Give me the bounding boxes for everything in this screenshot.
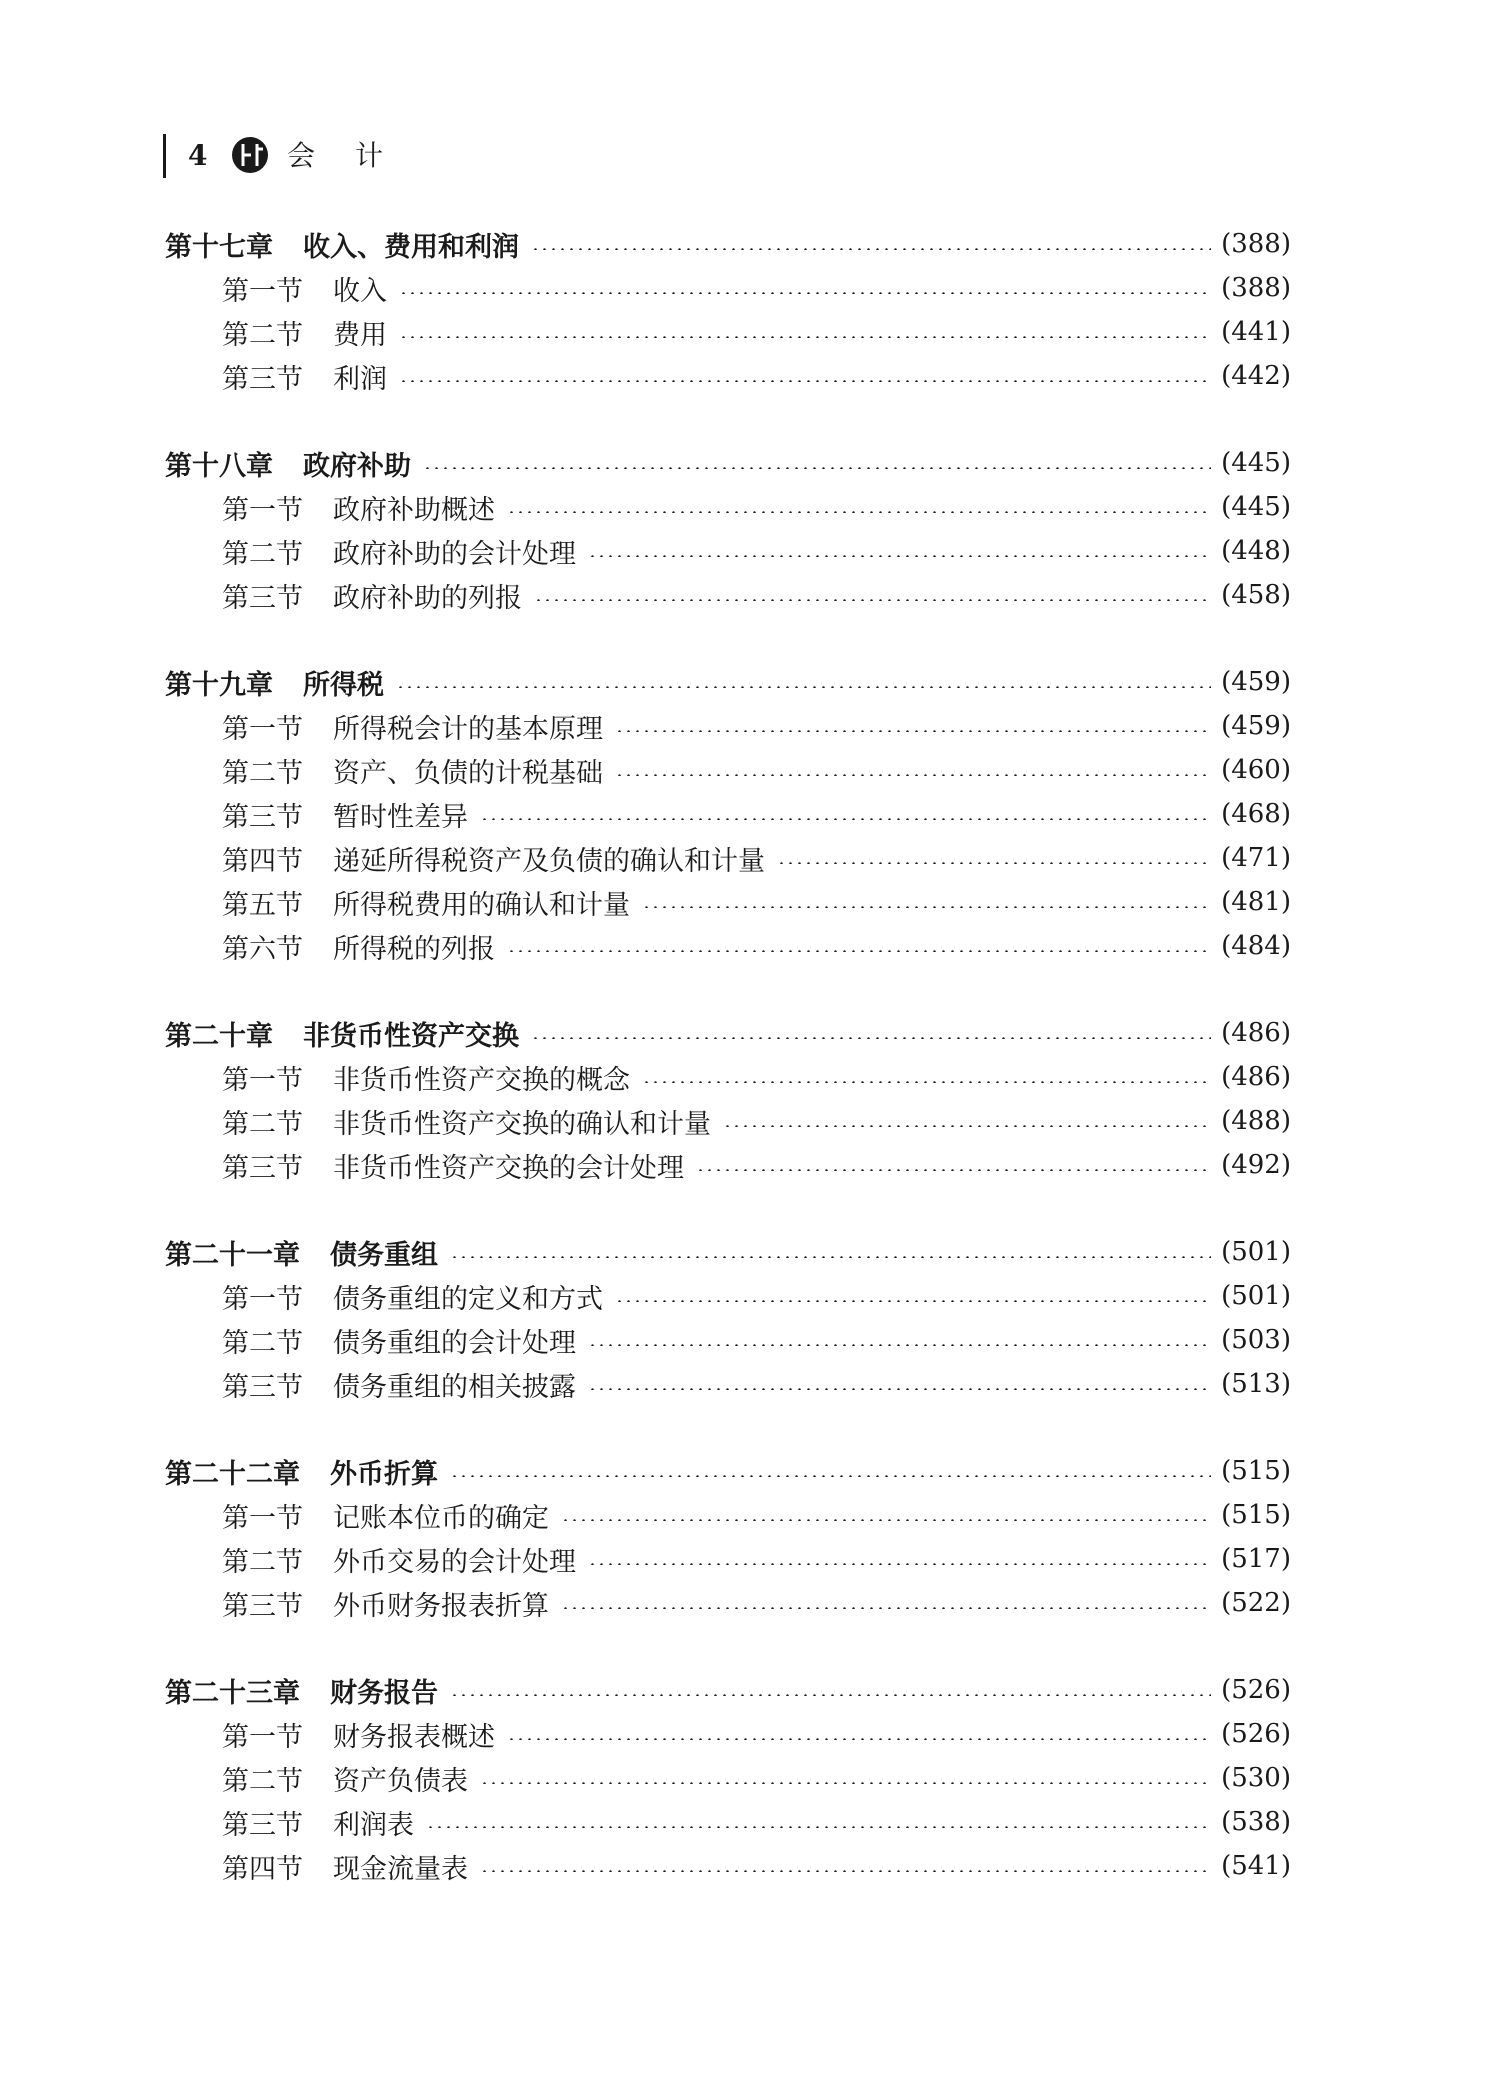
section-entry[interactable] (165, 1537, 1291, 1581)
section-number: 第一节 (222, 713, 303, 745)
section-title: 政府补助的列报 (333, 582, 522, 614)
section-label (222, 576, 534, 615)
section-label (222, 1058, 642, 1097)
section-entry[interactable] (165, 792, 1291, 836)
section-page: (459) (1221, 711, 1291, 741)
section-page: (442) (1221, 361, 1291, 391)
chapter-title: 非货币性资产交换 (303, 1020, 519, 1052)
section-number: 第二节 (222, 1765, 303, 1797)
section-label (222, 707, 615, 746)
chapter-title: 所得税 (303, 669, 384, 701)
section-label (222, 927, 507, 966)
dot-leader (507, 950, 1211, 952)
section-entry[interactable] (165, 485, 1291, 529)
chapter-title: 收入、费用和利润 (303, 231, 519, 263)
section-number: 第二节 (222, 1327, 303, 1359)
section-number: 第一节 (222, 1283, 303, 1315)
chapter-number: 第十九章 (165, 669, 273, 701)
chapter-label (165, 1014, 531, 1053)
chapter-label (165, 225, 531, 264)
section-number: 第二节 (222, 1108, 303, 1140)
dot-leader (777, 862, 1211, 864)
section-entry[interactable] (165, 266, 1291, 310)
chapter-number: 第二十二章 (165, 1458, 300, 1490)
section-number: 第三节 (222, 1809, 303, 1841)
section-label (222, 1540, 588, 1579)
chapter-title: 政府补助 (303, 450, 411, 482)
section-entry[interactable] (165, 1712, 1291, 1756)
section-entry[interactable] (165, 1581, 1291, 1625)
dot-leader (423, 467, 1211, 469)
section-page: (471) (1221, 843, 1291, 873)
dot-leader (426, 1826, 1211, 1828)
section-page: (513) (1221, 1369, 1291, 1399)
chapter-label (165, 1233, 450, 1272)
section-entry[interactable] (165, 880, 1291, 924)
section-title: 外币财务报表折算 (333, 1590, 549, 1622)
section-title: 非货币性资产交换的概念 (333, 1064, 630, 1096)
section-title: 现金流量表 (333, 1853, 468, 1885)
dot-leader (507, 1738, 1211, 1740)
section-title: 政府补助概述 (333, 494, 495, 526)
section-title: 所得税的列报 (333, 933, 495, 965)
chapter-page: (388) (1221, 229, 1291, 259)
dot-leader (561, 1607, 1211, 1609)
chapter-group (165, 1668, 1291, 1888)
chapter-label (165, 444, 423, 483)
section-page: (468) (1221, 799, 1291, 829)
section-number: 第六节 (222, 933, 303, 965)
dot-leader (534, 599, 1211, 601)
section-label (222, 1365, 588, 1404)
chapter-page: (486) (1221, 1018, 1291, 1048)
dot-leader (399, 380, 1211, 382)
section-entry[interactable] (165, 310, 1291, 354)
section-page: (501) (1221, 1281, 1291, 1311)
section-entry[interactable] (165, 529, 1291, 573)
dot-leader (480, 818, 1211, 820)
section-number: 第三节 (222, 1152, 303, 1184)
section-title: 暂时性差异 (333, 801, 468, 833)
section-page: (486) (1221, 1062, 1291, 1092)
section-label (222, 269, 399, 308)
section-entry[interactable] (165, 1055, 1291, 1099)
section-number: 第一节 (222, 275, 303, 307)
section-page: (526) (1221, 1719, 1291, 1749)
section-label (222, 1715, 507, 1754)
section-label (222, 1759, 480, 1798)
chapter-group (165, 222, 1291, 398)
dot-leader (642, 1081, 1211, 1083)
dot-leader (696, 1169, 1211, 1171)
chapter-group (165, 441, 1291, 617)
section-entry[interactable] (165, 924, 1291, 968)
chapter-entry[interactable] (165, 1449, 1291, 1493)
dot-leader (615, 730, 1211, 732)
page-number: 4 (188, 139, 208, 172)
section-number: 第二节 (222, 319, 303, 351)
chapter-entry[interactable] (165, 1011, 1291, 1055)
dot-leader (531, 248, 1211, 250)
section-number: 第五节 (222, 889, 303, 921)
section-number: 第一节 (222, 494, 303, 526)
section-page: (445) (1221, 492, 1291, 522)
dot-leader (396, 686, 1211, 688)
section-number: 第一节 (222, 1502, 303, 1534)
section-page: (492) (1221, 1150, 1291, 1180)
chapter-title: 债务重组 (330, 1239, 438, 1271)
section-title: 政府补助的会计处理 (333, 538, 576, 570)
section-label (222, 1146, 696, 1185)
section-label (222, 313, 399, 352)
section-number: 第四节 (222, 1853, 303, 1885)
chapter-entry[interactable] (165, 441, 1291, 485)
dot-leader (450, 1694, 1211, 1696)
section-page: (481) (1221, 887, 1291, 917)
chapter-entry[interactable] (165, 1668, 1291, 1712)
section-entry[interactable] (165, 1844, 1291, 1888)
dot-leader (507, 511, 1211, 513)
dot-leader (399, 336, 1211, 338)
section-title: 所得税会计的基本原理 (333, 713, 603, 745)
section-title: 资产、负债的计税基础 (333, 757, 603, 789)
chapter-page: (445) (1221, 448, 1291, 478)
dot-leader (642, 906, 1211, 908)
dot-leader (588, 1563, 1211, 1565)
chapter-entry[interactable] (165, 222, 1291, 266)
book-title: 会计 (287, 139, 424, 172)
section-page: (515) (1221, 1500, 1291, 1530)
section-label (222, 1321, 588, 1360)
section-number: 第一节 (222, 1064, 303, 1096)
dot-leader (450, 1256, 1211, 1258)
section-entry[interactable] (165, 1756, 1291, 1800)
section-label (222, 357, 399, 396)
section-entry[interactable] (165, 1274, 1291, 1318)
section-title: 财务报表概述 (333, 1721, 495, 1753)
chapter-page: (501) (1221, 1237, 1291, 1267)
table-of-contents (165, 222, 1291, 1931)
chapter-label (165, 1671, 450, 1710)
section-label (222, 532, 588, 571)
section-label (222, 751, 615, 790)
section-page: (538) (1221, 1807, 1291, 1837)
section-number: 第三节 (222, 582, 303, 614)
section-title: 费用 (333, 319, 387, 351)
publisher-logo-icon (230, 135, 270, 175)
section-page: (441) (1221, 317, 1291, 347)
section-title: 所得税费用的确认和计量 (333, 889, 630, 921)
chapter-title: 财务报告 (330, 1677, 438, 1709)
section-number: 第二节 (222, 1546, 303, 1578)
dot-leader (588, 1344, 1211, 1346)
section-label (222, 839, 777, 878)
dot-leader (450, 1475, 1211, 1477)
section-entry[interactable] (165, 1143, 1291, 1187)
section-number: 第二节 (222, 757, 303, 789)
chapter-group (165, 1449, 1291, 1625)
chapter-number: 第十八章 (165, 450, 273, 482)
section-page: (541) (1221, 1851, 1291, 1881)
section-page: (503) (1221, 1325, 1291, 1355)
dot-leader (561, 1519, 1211, 1521)
dot-leader (480, 1782, 1211, 1784)
section-label (222, 1847, 480, 1886)
section-label (222, 1803, 426, 1842)
section-title: 非货币性资产交换的确认和计量 (333, 1108, 711, 1140)
section-label (222, 1277, 615, 1316)
section-label (222, 795, 480, 834)
chapter-group (165, 660, 1291, 968)
chapter-label (165, 1452, 450, 1491)
section-number: 第三节 (222, 1590, 303, 1622)
section-number: 第三节 (222, 801, 303, 833)
chapter-number: 第二十一章 (165, 1239, 300, 1271)
section-page: (448) (1221, 536, 1291, 566)
section-number: 第三节 (222, 1371, 303, 1403)
chapter-number: 第二十三章 (165, 1677, 300, 1709)
section-title: 利润表 (333, 1809, 414, 1841)
header-rule (163, 134, 166, 178)
section-page: (458) (1221, 580, 1291, 610)
section-title: 收入 (333, 275, 387, 307)
dot-leader (588, 555, 1211, 557)
section-entry[interactable] (165, 704, 1291, 748)
section-title: 利润 (333, 363, 387, 395)
section-label (222, 488, 507, 527)
dot-leader (588, 1388, 1211, 1390)
section-number: 第一节 (222, 1721, 303, 1753)
section-label (222, 1496, 561, 1535)
section-title: 递延所得税资产及负债的确认和计量 (333, 845, 765, 877)
section-entry[interactable] (165, 1099, 1291, 1143)
section-label (222, 1584, 561, 1623)
section-title: 资产负债表 (333, 1765, 468, 1797)
section-title: 债务重组的相关披露 (333, 1371, 576, 1403)
section-entry[interactable] (165, 1318, 1291, 1362)
chapter-number: 第十七章 (165, 231, 273, 263)
section-page: (530) (1221, 1763, 1291, 1793)
section-page: (488) (1221, 1106, 1291, 1136)
chapter-group (165, 1011, 1291, 1187)
dot-leader (480, 1870, 1211, 1872)
section-title: 记账本位币的确定 (333, 1502, 549, 1534)
dot-leader (399, 292, 1211, 294)
chapter-number: 第二十章 (165, 1020, 273, 1052)
section-title: 非货币性资产交换的会计处理 (333, 1152, 684, 1184)
chapter-label (165, 663, 396, 702)
section-title: 债务重组的定义和方式 (333, 1283, 603, 1315)
chapter-page: (515) (1221, 1456, 1291, 1486)
dot-leader (531, 1037, 1211, 1039)
section-page: (484) (1221, 931, 1291, 961)
section-entry[interactable] (165, 748, 1291, 792)
section-page: (522) (1221, 1588, 1291, 1618)
section-title: 外币交易的会计处理 (333, 1546, 576, 1578)
section-entry[interactable] (165, 1800, 1291, 1844)
section-title: 债务重组的会计处理 (333, 1327, 576, 1359)
section-number: 第三节 (222, 363, 303, 395)
section-entry[interactable] (165, 354, 1291, 398)
chapter-page: (459) (1221, 667, 1291, 697)
section-page: (460) (1221, 755, 1291, 785)
section-page: (388) (1221, 273, 1291, 303)
section-entry[interactable] (165, 1362, 1291, 1406)
section-page: (517) (1221, 1544, 1291, 1574)
section-entry[interactable] (165, 836, 1291, 880)
chapter-title: 外币折算 (330, 1458, 438, 1490)
section-number: 第二节 (222, 538, 303, 570)
section-label (222, 883, 642, 922)
chapter-entry[interactable] (165, 660, 1291, 704)
chapter-page: (526) (1221, 1675, 1291, 1705)
chapter-group (165, 1230, 1291, 1406)
dot-leader (615, 774, 1211, 776)
dot-leader (615, 1300, 1211, 1302)
chapter-entry[interactable] (165, 1230, 1291, 1274)
dot-leader (723, 1125, 1211, 1127)
section-number: 第四节 (222, 845, 303, 877)
section-entry[interactable] (165, 573, 1291, 617)
section-entry[interactable] (165, 1493, 1291, 1537)
section-label (222, 1102, 723, 1141)
